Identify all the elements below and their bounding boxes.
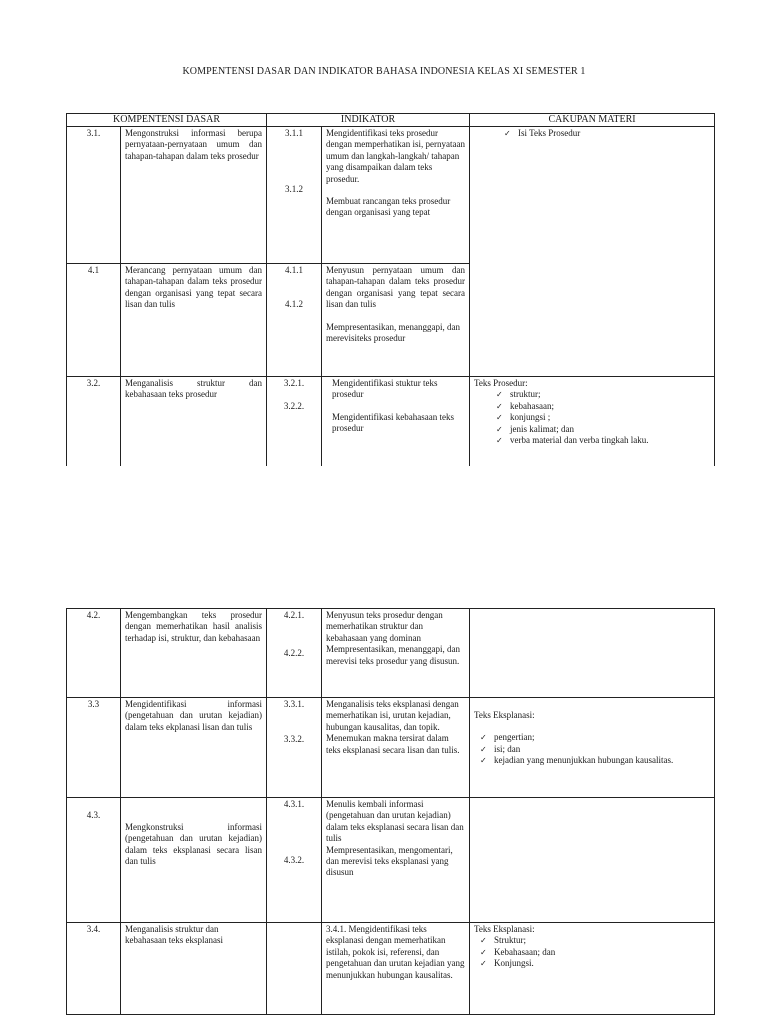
kd-number: 3.3 — [67, 698, 121, 798]
indicator-text: Mengidentifikasi kebahasaan teks prosedur — [332, 411, 454, 434]
indicator-numbers — [267, 798, 322, 923]
header-kompetensi-dasar: KOMPENTENSI DASAR — [67, 114, 267, 127]
indicator-number: 4.3.1. — [283, 799, 305, 809]
indicator-number: 3.3.1. — [283, 699, 305, 709]
competency-table-part-1 — [66, 113, 715, 466]
indicator-text: Mempresentasikan, mengomentari, dan merevisi teks eksplanasi yang disusun — [326, 844, 453, 878]
cakupan-item: ✓ verba material dan verba tingkah laku. — [496, 435, 710, 446]
document-title: KOMPENTENSI DASAR DAN INDIKATOR BAHASA INDONESIA KELAS XI SEMESTER 1 — [182, 66, 586, 77]
cakupan-item: ✓ Konjungsi. — [480, 958, 710, 969]
indicator-text: Menemukan makna tersirat dalam teks eksplanasi secara lisan dan tulis. — [326, 733, 460, 755]
cakupan-item: ✓ Struktur; — [480, 935, 710, 946]
indicator-text: Menulis kembali informasi (pengetahuan dan urutan kejadian) dalam teks eksplanasi secara lisan dan tulis — [326, 799, 464, 844]
kd-number: 4.3. — [67, 798, 121, 923]
indicator-numbers — [267, 127, 322, 264]
cakupan-cell — [470, 377, 715, 466]
kd-text: Merancang pernyataan umum dan tahapan-tahapan dalam teks prosedur dengan organisasi yang tepat secara lisan dan tulis — [121, 264, 267, 377]
indicator-text: Menyusun pernyataan umum dan tahapan-tahapan dalam teks prosedur dengan organisasi yang tepat secara lisan dan tulis — [326, 265, 466, 310]
indicator-texts — [322, 609, 470, 698]
cakupan-cell-empty — [470, 798, 715, 923]
kd-text: Mengembangkan teks prosedur dengan memerhatikan hasil analisis terhadap isi, struktur, dan kebahasaan — [121, 609, 267, 698]
indicator-numbers — [267, 264, 322, 377]
indicator-number: 4.3.2. — [283, 855, 305, 866]
indicator-text: Mempresentasikan, menanggapi, dan merevisi teks prosedur yang disusun. — [326, 644, 460, 666]
kd-text: Mengidentifikasi informasi (pengetahuan dan urutan kejadian) dalam teks ekplanasi lisan dan tulis — [121, 698, 267, 798]
indicator-number: 3.3.2. — [283, 734, 305, 745]
competency-table-part-2 — [66, 608, 715, 1015]
indicator-number: 4.1.2 — [285, 299, 304, 310]
indicator-text: Mengidentifikasi stuktur teks prosedur — [332, 378, 438, 400]
table-row — [67, 127, 715, 264]
cakupan-cell-empty — [470, 609, 715, 698]
kd-text: Mengonstruksi informasi berupa pernyataan-pernyataan umum dan tahapan-tahapan dalam teks prosedur — [121, 127, 267, 264]
table-header-row — [67, 114, 715, 127]
header-indikator: INDIKATOR — [267, 114, 470, 127]
table-row — [67, 923, 715, 1015]
indicator-number: 4.2.1. — [283, 610, 305, 620]
indicator-number: 3.2.1. — [283, 378, 305, 388]
table-row — [67, 609, 715, 698]
indicator-number: 3.1.2 — [285, 184, 304, 195]
kd-text: Menganalisis struktur dan kebahasaan teks prosedur — [121, 377, 267, 466]
kd-text: Mengkonstruksi informasi (pengetahuan dan urutan kejadian) dalam teks eksplanasi secara lisan dan tulis — [121, 798, 267, 923]
indicator-numbers — [267, 698, 322, 798]
indicator-text: Mengidentifikasi teks prosedur dengan memperhatikan isi, pernyataan umum dan langkah-langkah/ tahapan yang disampaikan dalam teks prosedur. — [326, 128, 465, 184]
indicator-text: Menganalisis teks eksplanasi dengan memerhatikan isi, urutan kejadian, hubungan kausalitas, dan topik. — [326, 699, 459, 732]
cakupan-item: ✓ jenis kalimat; dan — [496, 424, 710, 435]
table-row — [67, 698, 715, 798]
indicator-text: Menyusun teks prosedur dengan memerhatikan struktur dan kebahasaan yang dominan — [326, 610, 443, 643]
indicator-numbers — [267, 609, 322, 698]
cakupan-item: ✓ isi; dan — [480, 744, 710, 755]
cakupan-item: ✓ kejadian yang menunjukkan hubungan kausalitas. — [480, 755, 710, 766]
header-cakupan-materi: CAKUPAN MATERI — [470, 114, 715, 127]
kd-number: 4.1 — [67, 264, 121, 377]
kd-number: 3.4. — [67, 923, 121, 1015]
cakupan-item: ✓ Isi Teks Prosedur — [504, 128, 710, 139]
table-row — [67, 377, 715, 466]
indicator-texts — [322, 264, 470, 377]
indicator-texts — [322, 377, 470, 466]
indicator-text: Membuat rancangan teks prosedur dengan organisasi yang tepat — [326, 196, 451, 218]
cakupan-item: ✓ kebahasaan; — [496, 401, 710, 412]
indicator-number: 3.2.2. — [283, 401, 305, 412]
indicator-text: 3.4.1. Mengidentifikasi teks eksplanasi dengan memerhatikan istilah, pokok isi, referensi, dan pengetahuan dan urutan kejadian yang menunjukkan hubungan kausalitas. — [322, 923, 470, 1015]
indicator-numbers — [267, 377, 322, 466]
cakupan-item: ✓ pengertian; — [480, 732, 710, 743]
cakupan-list — [474, 389, 710, 446]
kd-number: 3.2. — [67, 377, 121, 466]
cakupan-cell — [470, 698, 715, 798]
indicator-number-empty — [267, 923, 322, 1015]
indicator-texts — [322, 698, 470, 798]
indicator-text: Mempresentasikan, menanggapi, dan merevisiteks prosedur — [326, 321, 460, 344]
cakupan-title: Teks Eksplanasi: — [474, 710, 535, 720]
cakupan-title: Teks Prosedur: — [474, 378, 528, 388]
cakupan-item: ✓ konjungsi ; — [496, 412, 710, 423]
cakupan-item: ✓ struktur; — [496, 389, 710, 400]
indicator-texts — [322, 127, 470, 264]
kd-text: Menganalisis struktur dan kebahasaan teks eksplanasi — [121, 923, 267, 1015]
cakupan-title: Teks Eksplanasi: — [474, 924, 535, 934]
kd-number: 4.2. — [67, 609, 121, 698]
cakupan-list — [474, 935, 710, 969]
cakupan-list — [474, 732, 710, 766]
cakupan-cell — [470, 127, 715, 377]
table-row — [67, 798, 715, 923]
cakupan-cell — [470, 923, 715, 1015]
indicator-number: 4.2.2. — [283, 648, 305, 659]
cakupan-list — [474, 128, 710, 139]
kd-number: 3.1. — [67, 127, 121, 264]
indicator-texts — [322, 798, 470, 923]
indicator-number: 4.1.1 — [285, 265, 304, 275]
cakupan-item: ✓ Kebahasaan; dan — [480, 947, 710, 958]
indicator-number: 3.1.1 — [285, 128, 304, 138]
